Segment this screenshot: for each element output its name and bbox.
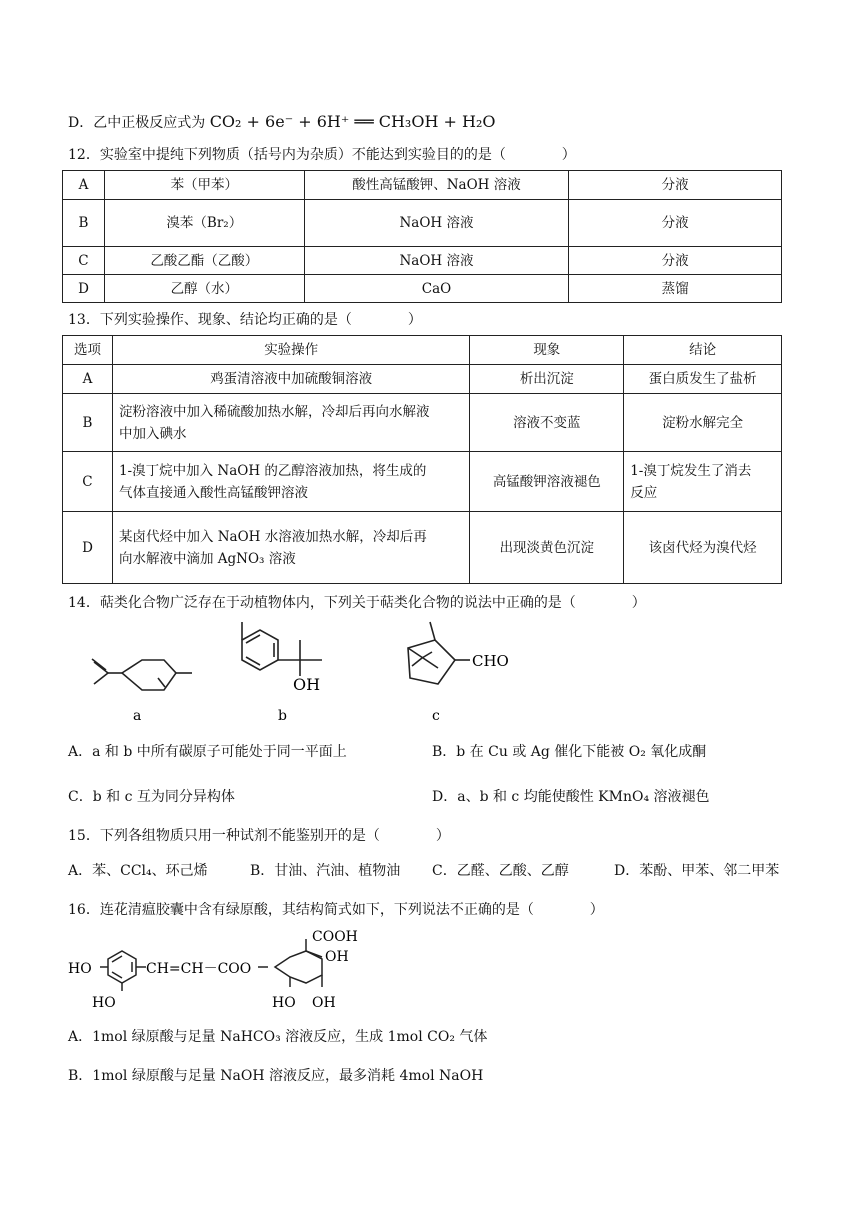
- q16-oh-2: OH: [312, 995, 336, 1011]
- q15-option-b: B．甘油、汽油、植物油: [250, 863, 401, 879]
- q13-cell-phen: 析出沉淀: [470, 365, 624, 394]
- structure-c: [408, 622, 470, 684]
- q16-oh-1: OH: [325, 949, 349, 965]
- q13-cell-opt: B: [63, 394, 113, 452]
- q12-cell-reagent: NaOH 溶液: [304, 200, 569, 247]
- q12-cell-substance: 乙酸乙酯（乙酸）: [104, 247, 304, 275]
- structure-b: [242, 622, 322, 676]
- q12-stem: 12．实验室中提纯下列物质（括号内为杂质）不能达到实验目的的是（ ）: [68, 147, 576, 163]
- q15-option-c: C．乙醛、乙酸、乙醇: [432, 863, 569, 879]
- q14-stem: 14．萜类化合物广泛存在于动植物体内，下列关于萜类化合物的说法中正确的是（ ）: [68, 595, 646, 611]
- q13-cell-phen: 高锰酸钾溶液褪色: [470, 452, 624, 512]
- table-row: [63, 171, 782, 200]
- table-row: [63, 365, 782, 394]
- q13-cell-op: 1-溴丁烷中加入 NaOH 的乙醇溶液加热，将生成的 气体直接通入酸性高锰酸钾溶液: [112, 452, 469, 512]
- q15-stem: 15．下列各组物质只用一种试剂不能鉴别开的是（ ）: [68, 828, 450, 844]
- q13-cell-concl: 蛋白质发生了盐析: [624, 365, 782, 394]
- q13-stem: 13．下列实验操作、现象、结论均正确的是（ ）: [68, 312, 422, 328]
- q16-stem: 16．连花清瘟胶囊中含有绿原酸，其结构简式如下，下列说法不正确的是（ ）: [68, 902, 604, 918]
- table-row: [63, 452, 782, 512]
- q12-cell-reagent: 酸性高锰酸钾、NaOH 溶液: [304, 171, 569, 200]
- structure-c-cho: CHO: [472, 652, 509, 670]
- table-row: [63, 275, 782, 303]
- q13-cell-phen: 出现淡黄色沉淀: [470, 512, 624, 584]
- structure-a-label: a: [133, 708, 142, 724]
- q12-cell-method: 分液: [569, 171, 782, 200]
- q13-header-concl: 结论: [624, 336, 782, 365]
- q12-cell-substance: 苯（甲苯）: [104, 171, 304, 200]
- q12-cell-opt: B: [63, 200, 105, 247]
- q13-cell-concl: 淀粉水解完全: [624, 394, 782, 452]
- q14-option-b: B．b 在 Cu 或 Ag 催化下能被 O₂ 氧化成酮: [432, 744, 707, 760]
- q15-option-a: A．苯、CCl₄、环己烯: [68, 863, 208, 879]
- table-row: [63, 336, 782, 365]
- q12-cell-opt: C: [63, 247, 105, 275]
- q13-cell-concl: 该卤代烃为溴代烃: [624, 512, 782, 584]
- q12-cell-opt: D: [63, 275, 105, 303]
- q12-cell-reagent: NaOH 溶液: [304, 247, 569, 275]
- q16-option-b: B．1mol 绿原酸与足量 NaOH 溶液反应，最多消耗 4mol NaOH: [68, 1068, 484, 1084]
- q12-cell-method: 蒸馏: [569, 275, 782, 303]
- q12-cell-method: 分液: [569, 247, 782, 275]
- q12-table: [62, 170, 782, 303]
- q16-ho-1: HO: [68, 961, 92, 977]
- q12-cell-opt: A: [63, 171, 105, 200]
- q12-cell-substance: 溴苯（Br₂）: [104, 200, 304, 247]
- table-row: [63, 200, 782, 247]
- q11-option-d: D．乙中正极反应式为 CO₂ + 6e⁻ + 6H⁺ ══ CH₃OH + H₂O: [68, 112, 496, 131]
- q16-option-a: A．1mol 绿原酸与足量 NaHCO₃ 溶液反应，生成 1mol CO₂ 气体: [68, 1029, 488, 1045]
- structure-c-label: c: [432, 708, 440, 724]
- q13-header-opt: 选项: [63, 336, 113, 365]
- q13-cell-opt: D: [63, 512, 113, 584]
- table-row: [63, 512, 782, 584]
- q14-option-a: A．a 和 b 中所有碳原子可能处于同一平面上: [68, 744, 347, 760]
- table-row: [63, 394, 782, 452]
- q16-ho-3: HO: [272, 995, 296, 1011]
- q16-cooh: COOH: [312, 929, 358, 945]
- q13-header-phen: 现象: [470, 336, 624, 365]
- q16-chain: CH=CH－COO: [146, 961, 252, 977]
- q13-cell-op: 某卤代烃中加入 NaOH 水溶液加热水解，冷却后再 向水解液中滴加 AgNO₃ 溶液: [112, 512, 469, 584]
- q14-structures: [60, 618, 540, 728]
- q12-cell-substance: 乙醇（水）: [104, 275, 304, 303]
- q11-equation: CO₂ + 6e⁻ + 6H⁺ ══ CH₃OH + H₂O: [209, 112, 496, 131]
- q13-cell-opt: A: [63, 365, 113, 394]
- q15-option-d: D．苯酚、甲苯、邻二甲苯: [614, 863, 780, 879]
- q13-cell-opt: C: [63, 452, 113, 512]
- q12-cell-method: 分液: [569, 200, 782, 247]
- q13-cell-phen: 溶液不变蓝: [470, 394, 624, 452]
- q13-cell-concl: 1-溴丁烷发生了消去 反应: [624, 452, 782, 512]
- q14-option-c: C．b 和 c 互为同分异构体: [68, 789, 235, 805]
- q13-header-op: 实验操作: [112, 336, 469, 365]
- q13-cell-op: 淀粉溶液中加入稀硫酸加热水解，冷却后再向水解液 中加入碘水: [112, 394, 469, 452]
- structure-b-oh: OH: [293, 675, 321, 694]
- q12-cell-reagent: CaO: [304, 275, 569, 303]
- structure-a: [92, 659, 192, 690]
- table-row: [63, 247, 782, 275]
- q14-option-d: D．a、b 和 c 均能使酸性 KMnO₄ 溶液褪色: [432, 789, 710, 805]
- q16-structure: [60, 925, 390, 1015]
- q13-table: [62, 335, 782, 584]
- q16-ho-2: HO: [92, 995, 116, 1011]
- q13-cell-op: 鸡蛋清溶液中加硫酸铜溶液: [112, 365, 469, 394]
- structure-b-label: b: [278, 708, 287, 724]
